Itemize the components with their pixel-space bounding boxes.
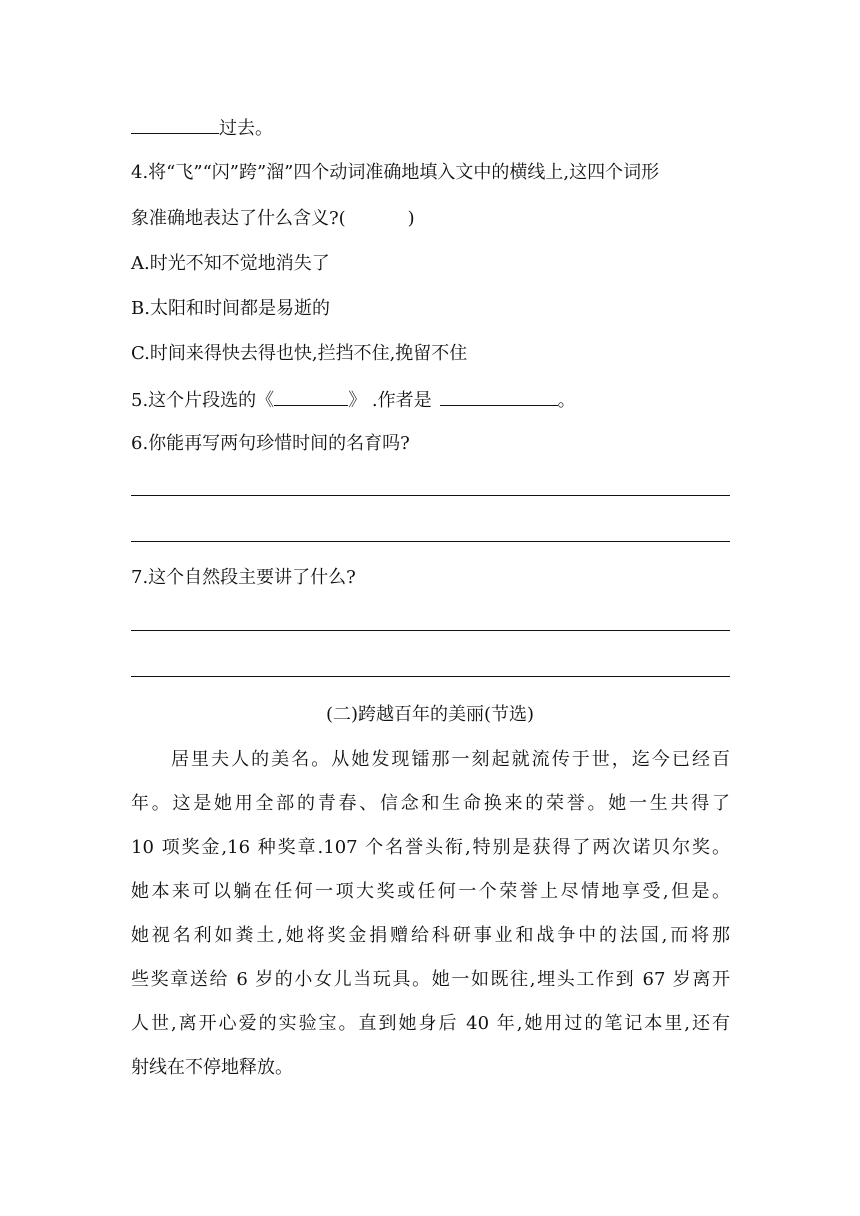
- passage-line: 10 项奖金,16 种奖章.107 个名誉头衔,特别是获得了两次诺贝尔奖。: [131, 837, 730, 858]
- passage-line: 人世,离开心爱的实验宝。直到她身后 40 年,她用过的笔记本里,还有: [131, 1013, 730, 1034]
- q6-question-line: 6.你能再写两句珍惜时间的名育吗?: [131, 433, 410, 454]
- q4-option-c: C.时间来得快去得也快,拦挡不住,挽留不住: [131, 343, 468, 364]
- q7-answer-rule-1[interactable]: [131, 630, 730, 631]
- q7-question-line: 7.这个自然段主要讲了什么?: [131, 567, 356, 588]
- q4-close-paren: ): [407, 208, 415, 229]
- q5-text-part3: 。: [557, 390, 576, 411]
- q7-answer-rule-2[interactable]: [131, 676, 730, 677]
- q4-question-line1: 4.将“飞”“闪”跨”溜”四个动词准确地填入文中的横线上,这四个词形: [131, 162, 660, 183]
- q6-answer-rule-1[interactable]: [131, 495, 730, 496]
- author-blank[interactable]: [440, 387, 558, 406]
- q5-text-part1: 5.这个片段选的《: [131, 390, 275, 411]
- q5-text-part2: 》 .作者是: [348, 390, 432, 411]
- passage-line: 居里夫人的美名。从她发现镭那一刻起就流传于世，迄今已经百: [171, 749, 730, 770]
- q4-question-text: 象准确地表达了什么含义?(: [131, 208, 346, 229]
- passage-line: 她视名利如粪土,她将奖金捐赠给科研事业和战争中的法国,而将那: [131, 925, 730, 946]
- q4-option-b: B.太阳和时间都是易逝的: [131, 298, 330, 319]
- passage-line: 年。这是她用全部的青春、信念和生命换来的荣誉。她一生共得了: [131, 793, 730, 814]
- q5-question-line: [131, 387, 576, 413]
- q3-answer-line: [131, 115, 273, 141]
- answer-blank[interactable]: [131, 115, 219, 134]
- q4-question-line2: [131, 207, 415, 231]
- passage-line: 射线在不停地释放。: [131, 1057, 293, 1078]
- q3-tail-text: 过去。: [219, 118, 273, 139]
- q4-option-a: A.时光不知不觉地消失了: [131, 253, 330, 274]
- passage-line: 些奖章送给 6 岁的小女儿当玩具。她一如既往,埋头工作到 67 岁离开: [131, 969, 730, 990]
- passage-line: 她本来可以躺在任何一项大奖或任何一个荣誉上尽情地享受,但是。: [131, 881, 730, 902]
- passage-title: (二)跨越百年的美丽(节选): [325, 704, 535, 725]
- book-title-blank[interactable]: [274, 387, 348, 406]
- q6-answer-rule-2[interactable]: [131, 541, 730, 542]
